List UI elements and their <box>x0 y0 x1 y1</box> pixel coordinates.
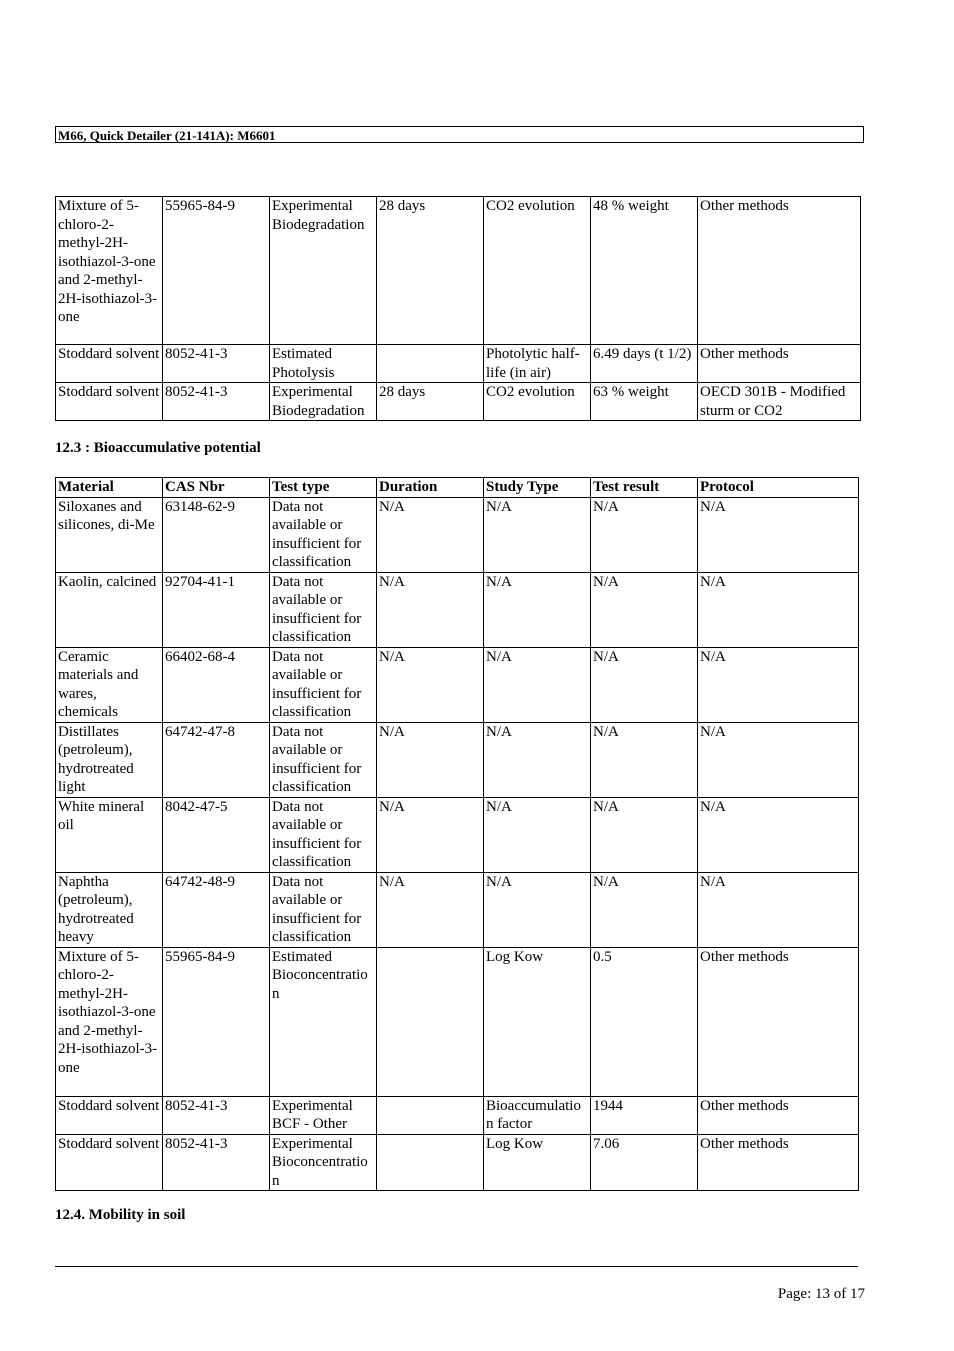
table-row <box>56 197 861 345</box>
table-cell: Stoddard solvent <box>56 1096 163 1134</box>
table-cell: 63148-62-9 <box>163 497 270 572</box>
table-row <box>56 797 859 872</box>
table-cell: White mineral oil <box>56 797 163 872</box>
table-cell: Stoddard solvent <box>56 383 163 421</box>
table-cell: N/A <box>698 497 859 572</box>
table-cell: 48 % weight <box>591 197 698 345</box>
table-cell: N/A <box>484 722 591 797</box>
table-cell: Photolytic half-life (in air) <box>484 345 591 383</box>
table-cell: 64742-48-9 <box>163 872 270 947</box>
table-cell: N/A <box>698 797 859 872</box>
table-row <box>56 383 861 421</box>
table-cell: 66402-68-4 <box>163 647 270 722</box>
table-cell: N/A <box>484 872 591 947</box>
table-cell: 0.5 <box>591 947 698 1096</box>
table-cell: Mixture of 5-chloro-2-methyl-2H-isothiazol-3-one and 2-methyl-2H-isothiazol-3-one <box>56 197 163 345</box>
table-row <box>56 647 859 722</box>
table-cell: Data not available or insufficient for classification <box>270 497 377 572</box>
table-cell: N/A <box>484 497 591 572</box>
table-cell: Estimated Bioconcentration <box>270 947 377 1096</box>
table-cell: Data not available or insufficient for classification <box>270 722 377 797</box>
biodegradation-table <box>55 196 861 421</box>
table-cell: N/A <box>377 722 484 797</box>
table-cell <box>377 345 484 383</box>
table-cell: N/A <box>591 572 698 647</box>
table-cell <box>377 1134 484 1191</box>
table-cell: N/A <box>377 797 484 872</box>
column-header: Protocol <box>698 478 859 498</box>
table-cell: N/A <box>484 797 591 872</box>
table-cell: Log Kow <box>484 947 591 1096</box>
table-cell: OECD 301B - Modified sturm or CO2 <box>698 383 861 421</box>
table-cell: N/A <box>698 722 859 797</box>
table-cell: Other methods <box>698 345 861 383</box>
table-cell: CO2 evolution <box>484 383 591 421</box>
table-cell: Ceramic materials and wares, chemicals <box>56 647 163 722</box>
table-cell: 63 % weight <box>591 383 698 421</box>
table-cell: N/A <box>591 797 698 872</box>
table-cell: Stoddard solvent <box>56 1134 163 1191</box>
table-cell: Stoddard solvent <box>56 345 163 383</box>
table-cell: CO2 evolution <box>484 197 591 345</box>
table-cell: Experimental Biodegradation <box>270 383 377 421</box>
table-cell: 55965-84-9 <box>163 947 270 1096</box>
footer-divider <box>55 1266 858 1267</box>
column-header: Duration <box>377 478 484 498</box>
table-cell: N/A <box>484 572 591 647</box>
column-header: Test type <box>270 478 377 498</box>
table-cell: Other methods <box>698 1134 859 1191</box>
table-cell: N/A <box>591 722 698 797</box>
table-cell: Mixture of 5-chloro-2-methyl-2H-isothiazol-3-one and 2-methyl-2H-isothiazol-3-one <box>56 947 163 1096</box>
table-row <box>56 1096 859 1134</box>
table-cell: Experimental Biodegradation <box>270 197 377 345</box>
table-cell: N/A <box>484 647 591 722</box>
table-cell: Distillates (petroleum), hydrotreated light <box>56 722 163 797</box>
table-cell: Other methods <box>698 1096 859 1134</box>
table-cell: 55965-84-9 <box>163 197 270 345</box>
table-cell: N/A <box>377 572 484 647</box>
section-heading-mobility: 12.4. Mobility in soil <box>55 1207 186 1223</box>
page-number: Page: 13 of 17 <box>777 1286 865 1302</box>
column-header: Study Type <box>484 478 591 498</box>
table-row <box>56 947 859 1096</box>
table-cell: N/A <box>698 872 859 947</box>
table-cell: 8042-47-5 <box>163 797 270 872</box>
table-row <box>56 1134 859 1191</box>
table-cell: 8052-41-3 <box>163 383 270 421</box>
table-cell: 92704-41-1 <box>163 572 270 647</box>
table-row <box>56 497 859 572</box>
table-cell: Naphtha (petroleum), hydrotreated heavy <box>56 872 163 947</box>
table-cell: Data not available or insufficient for classification <box>270 572 377 647</box>
table-cell: N/A <box>377 497 484 572</box>
section-heading-bioaccumulative: 12.3 : Bioaccumulative potential <box>55 440 261 456</box>
table-row <box>56 872 859 947</box>
bioaccumulative-table <box>55 477 859 1191</box>
table-cell: N/A <box>591 647 698 722</box>
table-cell: Experimental Bioconcentration <box>270 1134 377 1191</box>
table-cell: Other methods <box>698 947 859 1096</box>
table-row <box>56 345 861 383</box>
table-cell: 8052-41-3 <box>163 345 270 383</box>
table-cell: Log Kow <box>484 1134 591 1191</box>
table-cell <box>377 947 484 1096</box>
table-cell: Kaolin, calcined <box>56 572 163 647</box>
table-cell: 8052-41-3 <box>163 1096 270 1134</box>
table-row <box>56 722 859 797</box>
table-cell: Data not available or insufficient for classification <box>270 797 377 872</box>
table-cell: 7.06 <box>591 1134 698 1191</box>
table-cell: 64742-47-8 <box>163 722 270 797</box>
table-cell: Data not available or insufficient for classification <box>270 872 377 947</box>
table-cell: N/A <box>698 647 859 722</box>
table-cell: N/A <box>698 572 859 647</box>
table-cell: 1944 <box>591 1096 698 1134</box>
table-cell: Experimental BCF - Other <box>270 1096 377 1134</box>
table-cell: 28 days <box>377 383 484 421</box>
column-header: Material <box>56 478 163 498</box>
table-cell: 28 days <box>377 197 484 345</box>
table-cell: Bioaccumulation factor <box>484 1096 591 1134</box>
table-cell: 8052-41-3 <box>163 1134 270 1191</box>
table-cell: Other methods <box>698 197 861 345</box>
table-row <box>56 572 859 647</box>
table-cell: Data not available or insufficient for classification <box>270 647 377 722</box>
table-cell <box>377 1096 484 1134</box>
column-header: Test result <box>591 478 698 498</box>
document-header-title: M66, Quick Detailer (21-141A): M6601 <box>55 126 864 143</box>
table-cell: N/A <box>377 872 484 947</box>
table-cell: N/A <box>377 647 484 722</box>
table-cell: Siloxanes and silicones, di-Me <box>56 497 163 572</box>
table-cell: 6.49 days (t 1/2) <box>591 345 698 383</box>
column-header: CAS Nbr <box>163 478 270 498</box>
table-cell: Estimated Photolysis <box>270 345 377 383</box>
table-cell: N/A <box>591 497 698 572</box>
table-cell: N/A <box>591 872 698 947</box>
